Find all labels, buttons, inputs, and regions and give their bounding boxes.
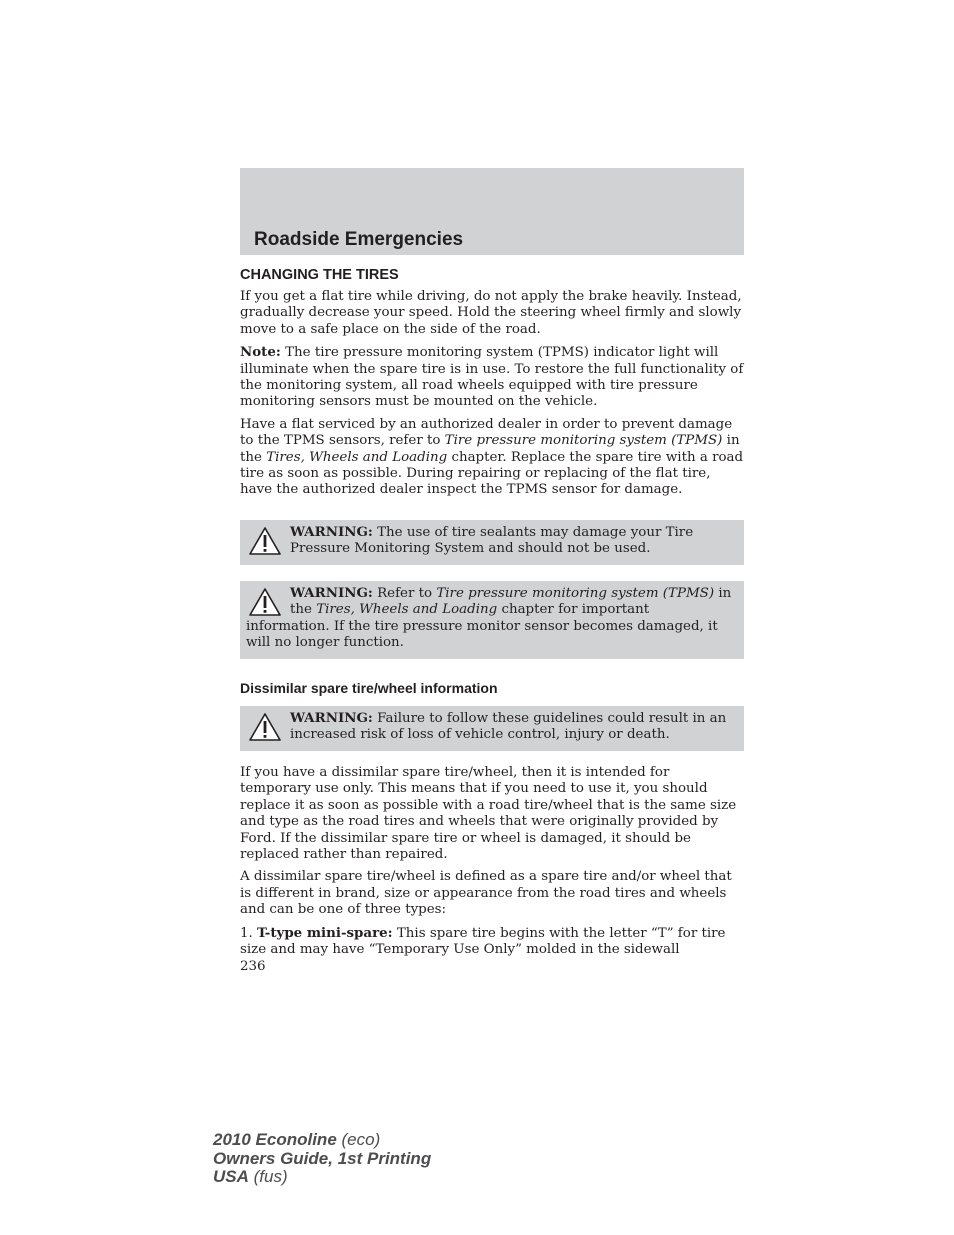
note-paragraph <box>240 344 744 411</box>
warning-tpms-text <box>246 585 734 652</box>
warning-guidelines-body: Failure to follow these guidelines could result in an increased risk of loss of vehicle control, injury or death. <box>290 711 727 743</box>
list-item <box>240 925 744 959</box>
warning-label: WARNING: <box>290 585 373 601</box>
note-text: The tire pressure monitoring system (TPMS) indicator light will illuminate when the spare tire is in use. To restore the full functionality of the monitoring system, all road wheels equipped with tire pressure monitoring sensors must be mounted on the vehicle. <box>240 345 744 410</box>
chapter-reference: Tires, Wheels and Loading <box>316 602 498 618</box>
warning-triangle-icon <box>248 712 282 742</box>
footer-model-code: (eco) <box>336 1130 381 1149</box>
warning-label: WARNING: <box>290 524 373 540</box>
footer-model: 2010 Econoline <box>213 1130 337 1149</box>
warning-label: WARNING: <box>290 710 373 726</box>
tpms-reference: Tire pressure monitoring system (TPMS) <box>444 433 723 449</box>
service-text-c: chapter. Replace the spare tire with a road tire as soon as possible. During repairing or replacing of the flat tire, have the authorized dealer inspect the TPMS sensor for damage. <box>240 449 744 498</box>
warning-guidelines-text <box>246 710 734 744</box>
service-text-a: Have a flat serviced by an authorized dealer in order to prevent damage to the TPMS sensors, refer to <box>240 416 733 449</box>
changing-tires-section <box>240 267 744 499</box>
footer-region-code: (fus) <box>248 1167 288 1186</box>
list-item-label: T-type mini-spare: <box>257 924 393 941</box>
warning-box-tpms <box>240 581 744 659</box>
warning-tpms-c: chapter for important information. If the tire pressure monitor sensor becomes damaged, it will no longer function. <box>246 602 718 651</box>
page-number: 236 <box>240 959 266 975</box>
list-item-number: 1. <box>240 925 258 941</box>
warning-sealants-body: The use of tire sealants may damage your Tire Pressure Monitoring System and should not be used. <box>290 525 694 557</box>
definition-paragraph: A dissimilar spare tire/wheel is defined as a spare tire and/or wheel that is different in brand, size or appearance from the road tires and wheels and can be one of three types: <box>240 869 732 918</box>
warning-triangle-icon <box>248 526 282 556</box>
changing-tires-heading: CHANGING THE TIRES <box>240 267 399 283</box>
dissimilar-spare-body <box>240 765 744 976</box>
warning-tpms-a: Refer to <box>372 586 437 601</box>
dissimilar-spare-heading-wrap <box>240 680 744 696</box>
section-title: Roadside Emergencies <box>254 229 464 250</box>
warning-sealants-text <box>246 524 734 558</box>
dissimilar-spare-heading: Dissimilar spare tire/wheel information <box>240 680 498 696</box>
section-header-band <box>240 168 744 255</box>
service-paragraph <box>240 417 744 499</box>
flat-tire-paragraph: If you get a flat tire while driving, do not apply the brake heavily. Instead, gradually decrease your speed. Hold the steering wheel firmly and slowly move to a safe place on the side of the road. <box>240 289 742 337</box>
footer-region: USA <box>213 1167 249 1186</box>
warning-box-sealants <box>240 520 744 565</box>
list-item-text: This spare tire begins with the letter “T” for tire size and may have “Temporary Use Only” molded in the sidewall <box>240 925 726 958</box>
footer-line-guide <box>213 1150 431 1169</box>
footer-line-region <box>213 1168 431 1187</box>
tpms-reference: Tire pressure monitoring system (TPMS) <box>436 586 715 601</box>
warning-triangle-icon <box>248 587 282 617</box>
service-text-b: in the <box>240 433 740 465</box>
warning-box-guidelines <box>240 706 744 751</box>
note-label: Note: <box>240 344 281 361</box>
document-footer <box>213 1131 431 1187</box>
footer-line-model <box>213 1131 431 1150</box>
warning-tpms-b: in the <box>290 586 732 618</box>
chapter-reference: Tires, Wheels and Loading <box>266 449 448 465</box>
temporary-use-paragraph: If you have a dissimilar spare tire/wheel, then it is intended for temporary use only. This means that if you need to use it, you should replace it as soon as possible with a road tire/wheel that is the same size and type as the road tires and wheels that were originally provided by Ford. If the dissimilar spare tire or wheel is damaged, it should be replaced rather than repaired. <box>240 765 737 863</box>
footer-guide: Owners Guide, 1st Printing <box>213 1148 432 1168</box>
